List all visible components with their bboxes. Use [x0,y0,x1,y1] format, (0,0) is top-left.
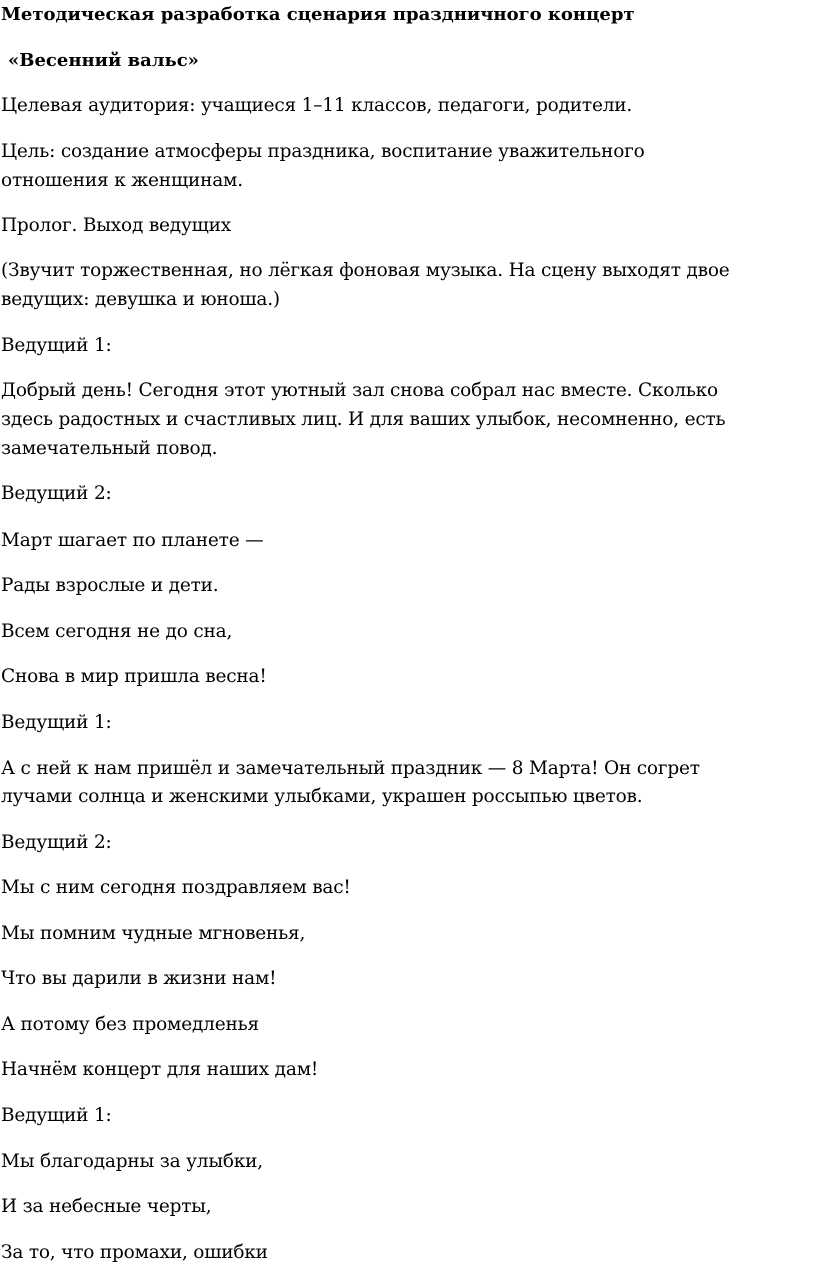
verse-line: И за небесные черты, [1,1196,212,1217]
paragraph-line: лучами солнца и женскими улыбками, украшен россыпью цветов. [1,786,643,807]
verse-line: Мы с ним сегодня поздравляем вас! [1,877,351,898]
speaker-label: Ведущий 2: [1,483,112,504]
stage-direction-continued: ведущих: девушка и юноша.) [1,289,280,310]
speaker-label: Ведущий 1: [1,712,112,733]
speaker-label: Ведущий 1: [1,1105,112,1126]
paragraph-line: А с ней к нам пришёл и замечательный праздник — 8 Марта! Он согрет [1,758,700,779]
verse-line: За то, что промахи, ошибки [1,1242,268,1263]
verse-line: Снова в мир пришла весна! [1,666,267,687]
verse-line: Начнём концерт для наших дам! [1,1059,319,1080]
verse-line: Всем сегодня не до сна, [1,621,233,642]
audience-line: Целевая аудитория: учащиеся 1–11 классов, педагоги, родители. [1,95,633,116]
verse-line: Что вы дарили в жизни нам! [1,968,277,989]
verse-line: А потому без промедленья [1,1014,259,1035]
goal-line-continued: отношения к женщинам. [1,170,243,191]
speaker-label: Ведущий 1: [1,335,112,356]
document-subtitle: «Весенний вальс» [8,50,199,71]
paragraph-line: Добрый день! Сегодня этот уютный зал снова собрал нас вместе. Сколько [1,380,718,401]
verse-line: Рады взрослые и дети. [1,575,219,596]
verse-line: Мы благодарны за улыбки, [1,1151,263,1172]
goal-line: Цель: создание атмосферы праздника, воспитание уважительного [1,141,645,162]
paragraph-line: здесь радостных и счастливых лиц. И для ваших улыбок, несомненно, есть [1,409,726,430]
stage-direction: (Звучит торжественная, но лёгкая фоновая музыка. На сцену выходят двое [1,260,730,281]
verse-line: Март шагает по планете — [1,530,264,551]
section-heading: Пролог. Выход ведущих [1,215,232,236]
document-title: Методическая разработка сценария праздничного концерт [1,4,635,25]
speaker-label: Ведущий 2: [1,832,112,853]
paragraph-line: замечательный повод. [1,438,218,459]
verse-line: Мы помним чудные мгновенья, [1,923,306,944]
